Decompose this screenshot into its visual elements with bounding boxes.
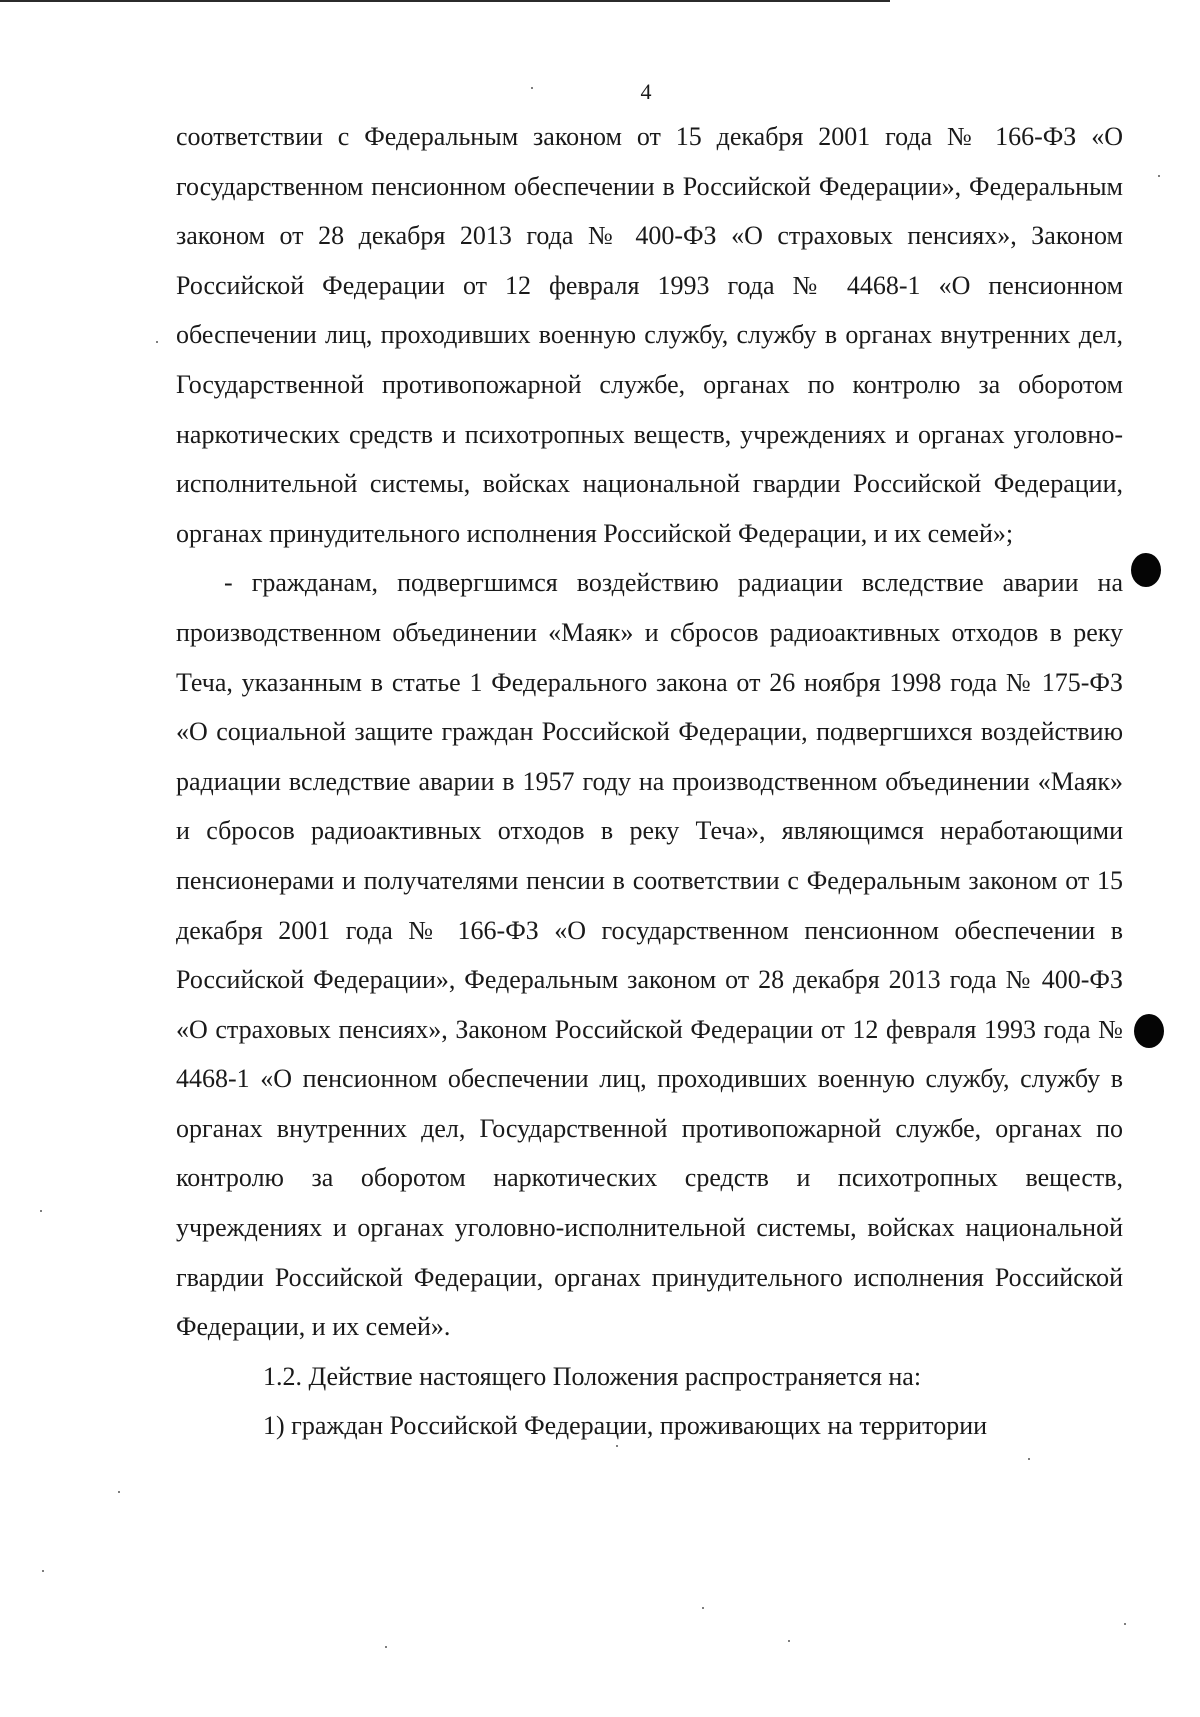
paragraph-pension-continuation: соответствии с Федеральным законом от 15 декабря 2001 года № 166-ФЗ «О государственном пенсионном обеспечении в Российской Федерации», Федеральным законом от 28 декабря 2013 года № 400-ФЗ «О страховых пенсиях», Законом Российской Федерации от 12 февраля 1993 года № 4468-1 «О пенсионном обеспечении лиц, проходивших военную службу, службу в органах внутренних дел, Государственной противопожарной службе, органах по контролю за оборотом наркотических средств и психотропных веществ, учреждениях и органах уголовно-исполнительной системы, войсках национальной гвардии Российской Федерации, органах принудительного исполнения Российской Федерации, и их семей»; — [176, 122, 1123, 548]
scan-speck — [1124, 1623, 1126, 1625]
scan-speck — [1158, 175, 1160, 177]
scan-speck — [156, 341, 158, 343]
scan-speck — [118, 1491, 120, 1493]
hole-punch-mark — [1131, 553, 1161, 587]
scan-speck — [788, 1640, 790, 1642]
scan-speck — [42, 1570, 44, 1572]
scan-speck — [616, 1445, 618, 1447]
scan-speck — [702, 1607, 704, 1609]
scan-speck — [40, 1210, 42, 1212]
scan-speck — [385, 1646, 387, 1648]
paragraph-item-1: 1) граждан Российской Федерации, проживающих на территории — [263, 1411, 988, 1441]
paragraph-section-1-2: 1.2. Действие настоящего Положения распространяется на: — [263, 1361, 922, 1391]
document-body — [176, 112, 1123, 1451]
scan-speck — [1028, 1458, 1030, 1460]
hole-punch-mark — [1134, 1014, 1164, 1048]
paragraph-mayak-citizens: - гражданам, подвергшимся воздействию радиации вследствие аварии на производственном объединении «Маяк» и сбросов радиоактивных отходов в реку Теча, указанным в статье 1 Федерального закона от 26 ноября 1998 года № 175-ФЗ «О социальной защите граждан Российской Федерации, подвергшихся воздействию радиации вследствие аварии в 1957 году на производственном объединении «Маяк» и сбросов радиоактивных отходов в реку Теча», являющимся неработающими пенсионерами и получателями пенсии в соответствии с Федеральным законом от 15 декабря 2001 года № 166-ФЗ «О государственном пенсионном обеспечении в Российской Федерации», Федеральным законом от 28 декабря 2013 года № 400-ФЗ «О страховых пенсиях», Законом Российской Федерации от 12 февраля 1993 года № 4468-1 «О пенсионном обеспечении лиц, проходивших военную службу, службу в органах внутренних дел, Государственной противопожарной службе, органах по контролю за оборотом наркотических средств и психотропных веществ, учреждениях и органах уголовно-исполнительной системы, войсках национальной гвардии Российской Федерации, органах принудительного исполнения Российской Федерации, и их семей». — [176, 568, 1123, 1342]
top-border-line — [0, 0, 890, 2]
scan-speck — [531, 87, 533, 89]
page-number: 4 — [640, 79, 652, 104]
